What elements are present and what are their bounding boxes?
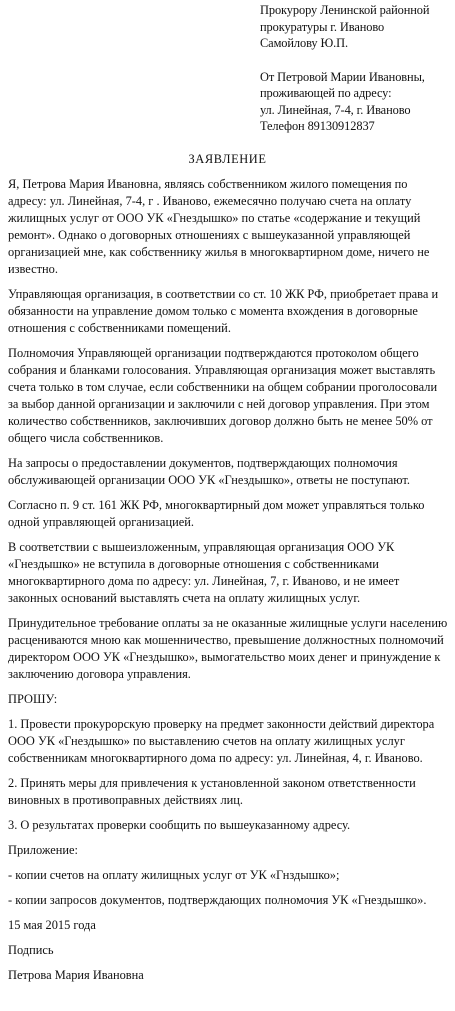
paragraph: Я, Петрова Мария Ивановна, являясь собственником жилого помещения по адресу: ул. Линейная, 7-4, г . Иваново, ежемесячно получаю счета на оплату жилищных услуг от ООО УК «Гнездышко» по статье «содержание и текущий ремонт». Однако о договорных отношениях с вышеуказанной управляющей организацией мне, как собственнику жилья в многоквартирном доме, ничего не известно.	[8, 177, 430, 276]
attachment-item: - копии счетов на оплату жилищных услуг от УК «Гнздышко»;	[8, 868, 340, 882]
date: 15 мая 2015 года	[8, 918, 96, 932]
paragraph: Согласно п. 9 ст. 161 ЖК РФ, многоквартирный дом может управляться только одной управляющей организацией.	[8, 498, 425, 529]
request-heading: ПРОШУ:	[8, 692, 58, 706]
attachments-heading: Приложение:	[8, 843, 78, 857]
header-spacer	[260, 52, 455, 69]
signer-name: Петрова Мария Ивановна	[8, 968, 144, 982]
paragraph: Принудительное требование оплаты за не оказанные жилищные услуги населению расцениваются мною как мошенничество, превышение должностных полномочий директором ООО УК «Гнездышко», вымогательство моих денег и принуждение к заключению договора управления.	[8, 616, 448, 681]
document-body	[8, 176, 448, 992]
header-line: Телефон 89130912837	[260, 119, 375, 133]
paragraph: Управляющая организация, в соответствии со ст. 10 ЖК РФ, приобретает права и обязанности на управление домом только с момента вхождения в договорные отношения с собственниками помещений.	[8, 287, 439, 335]
request-item: 3. О результатах проверки сообщить по вышеуказанному адресу.	[8, 818, 351, 832]
header-line: прокуратуры г. Иваново	[260, 19, 385, 34]
paragraph: В соответствии с вышеизложенным, управляющая организация ООО УК «Гнездышко» не вступила в договорные отношения с собственниками многоквартирного дома по адресу: ул. Линейная, 7, г. Иваново, и не имеет законных оснований выставлять счета на оплату жилищных услуг.	[8, 540, 400, 605]
document-title: ЗАЯВЛЕНИЕ	[188, 152, 267, 166]
header-line: Прокурору Ленинской районной	[260, 3, 430, 17]
addressee-block	[260, 2, 455, 135]
header-line: проживающей по адресу:	[260, 86, 392, 100]
paragraph: Полномочия Управляющей организации подтверждаются протоколом общего собрания и бланками голосования. Управляющая организация может выставлять счета только в том случае, если собственники на общем собрании проголосовали за выбор данной организации и заключили с ней договор управления. При этом количество собственников, заключивших договор должно быть не менее 50% от общего числа собственников.	[8, 346, 438, 445]
attachment-item: - копии запросов документов, подтверждающих полномочия УК «Гнездышко».	[8, 893, 427, 907]
header-line: Самойлову Ю.П.	[260, 36, 349, 50]
paragraph: На запросы о предоставлении документов, подтверждающих полномочия обслуживающей организации ООО УК «Гнездышко», ответы не поступают.	[8, 456, 410, 487]
request-item: 2. Принять меры для привлечения к установленной законом ответственности виновных в противоправных действиях лиц.	[8, 776, 416, 807]
signature-label: Подпись	[8, 943, 54, 957]
header-line: От Петровой Марии Ивановны,	[260, 69, 425, 84]
header-line: ул. Линейная, 7-4, г. Иваново	[260, 102, 411, 117]
request-item: 1. Провести прокурорскую проверку на предмет законности действий директора ООО УК «Гнездышко» по выставлению счетов на оплату жилищных услуг собственникам многоквартирного дома по адресу: ул. Линейная, 4, г. Иваново.	[8, 717, 435, 765]
